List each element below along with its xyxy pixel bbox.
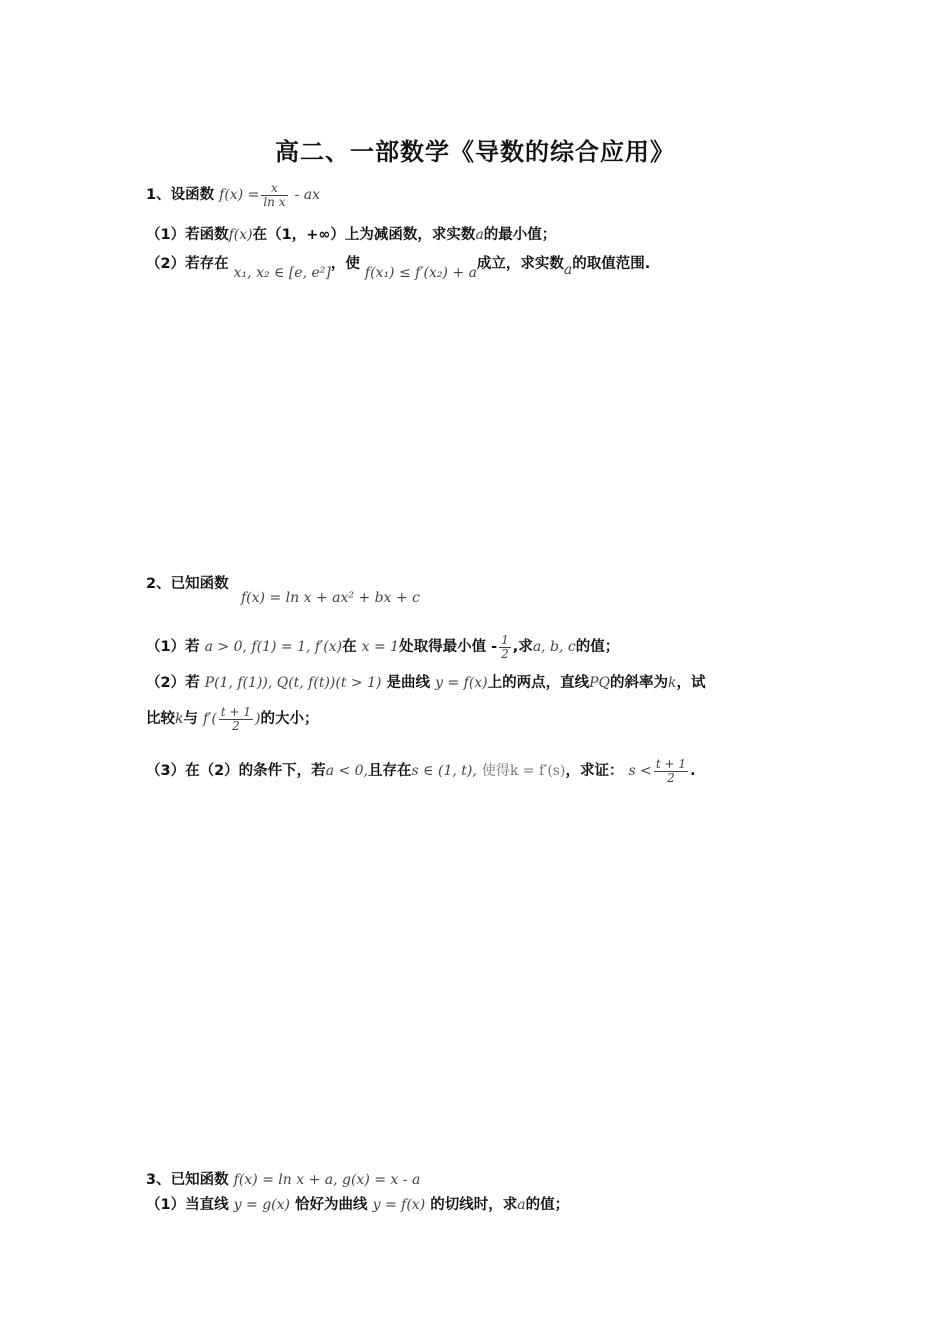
q2-p1-x: x = 1 (361, 639, 400, 656)
q2-head: 2、已知函数 (146, 576, 229, 592)
q2-p1-cond: a > 0, f(1) = 1, f′(x) (204, 639, 343, 656)
q3-head: 3、已知函数 (146, 1172, 229, 1188)
q3-p1-b: 恰好为曲线 (295, 1197, 368, 1213)
q1-head: 1、设函数 (146, 187, 215, 204)
q1-p1-a: （1）若函数 (146, 227, 229, 243)
q2-p2b-k: k (175, 711, 184, 728)
q2-p2b-fraction (219, 706, 253, 732)
q1-part1 (146, 224, 556, 246)
q2-p3-frac-num: t + 1 (655, 757, 687, 771)
q3-p1-line: y = g(x) (233, 1197, 290, 1213)
q2-p3-end: . (690, 763, 696, 780)
q2-p3-b: 且存在 (368, 763, 412, 780)
q2-p3-cond: a < 0, (325, 763, 369, 780)
q3-p1-a: （1）当直线 (146, 1197, 229, 1213)
q1-part2 (146, 253, 651, 281)
q3-p1-d: 的值； (525, 1197, 570, 1213)
q2-func-expr: f(x) = ln x + ax² + bx + c (241, 590, 420, 606)
q2-p2b-frac-den: 2 (219, 719, 253, 733)
q2-p2b-fp: f′( (203, 711, 217, 728)
q1-p2-set: x₁, x₂ ∈ [e, e²] (233, 265, 331, 281)
q2-p3-ineq: s < (628, 763, 652, 780)
q2-p3-frac-den: 2 (654, 771, 688, 785)
q2-part2-cont (146, 706, 318, 732)
q2-p2-e: ，试 (676, 675, 706, 691)
q1-p1-a-var: a (475, 227, 484, 243)
q2-p2b-c: 的大小； (260, 711, 319, 728)
q1-frac-num: x (271, 181, 278, 195)
q2-p1-frac-den: 2 (501, 646, 509, 661)
q2-p1-fraction (499, 634, 511, 660)
q2-p2b-close: ) (255, 711, 261, 728)
q2-p2-curve: y = f(x) (435, 675, 488, 691)
q2-part2 (146, 672, 706, 694)
q2-p1-b: 在 (342, 639, 357, 656)
q1-p1-fx: f(x) (228, 227, 253, 243)
q2-p3-s: s ∈ (1, t), (411, 763, 477, 780)
q1-p1-c: 的最小值； (483, 227, 557, 243)
q2-p2-a: （2）若 (146, 675, 200, 691)
q3-part1 (146, 1194, 569, 1216)
q2-p2b-b: 与 (183, 711, 198, 728)
q1-stem (146, 182, 320, 208)
q1-p2-d: 的取值范围. (572, 256, 651, 272)
q1-p2-ineq: f(x₁) ≤ f′(x₂) + a (364, 265, 477, 281)
q2-part3 (146, 758, 696, 784)
q2-p2-pts: P(1, f(1)), Q(t, f(t))(t > 1) (204, 675, 382, 691)
q1-p2-a-var: a (563, 262, 573, 278)
q3-stem (146, 1169, 420, 1191)
q1-p1-b: 在（1，+∞）上为减函数，求实数 (252, 227, 476, 243)
q1-func-lhs: f(x) = (219, 187, 260, 204)
q1-func-fraction (261, 182, 287, 208)
q1-func-tail: - ax (294, 187, 320, 204)
q2-p1-frac-num: 1 (501, 633, 509, 647)
q2-p1-d: ,求 (512, 639, 533, 656)
q2-p3-c: ，求证： (565, 763, 624, 780)
q1-p2-b: ，使 (330, 256, 360, 272)
q3-p1-c: 的切线时，求 (430, 1197, 518, 1213)
q2-p1-a: （1）若 (146, 639, 200, 656)
q2-p2b-a: 比较 (146, 711, 175, 728)
q2-p1-vars: a, b, c (532, 639, 576, 656)
q2-p1-e: 的值； (575, 639, 620, 656)
q2-p2-d: 的斜率为 (610, 675, 669, 691)
q3-p1-curve: y = f(x) (372, 1197, 426, 1213)
q2-p2-b: 是曲线 (386, 675, 431, 691)
q2-p2-c: 上的两点，直线 (487, 675, 590, 691)
q2-func (241, 587, 420, 609)
q1-p2-a: （2）若存在 (146, 256, 229, 272)
q2-p1-c: 处取得最小值 - (399, 639, 498, 656)
q2-p3-fraction (654, 758, 688, 784)
q3-p1-var: a (517, 1197, 526, 1213)
page-title: 高二、一部数学《导数的综合应用》 (275, 138, 675, 166)
q2-p2-pq: PQ (589, 675, 611, 691)
q2-p3-use: 使得k = f′(s) (481, 763, 566, 780)
q3-func: f(x) = ln x + a, g(x) = x - a (233, 1172, 421, 1188)
q1-p2-c: 成立，求实数 (476, 256, 564, 272)
q2-p2-k: k (668, 675, 677, 691)
q2-p2b-frac-num: t + 1 (220, 705, 252, 719)
q2-p3-a: （3）在（2）的条件下，若 (146, 763, 326, 780)
q2-part1 (146, 634, 619, 660)
q1-frac-den: ln x (263, 194, 286, 209)
